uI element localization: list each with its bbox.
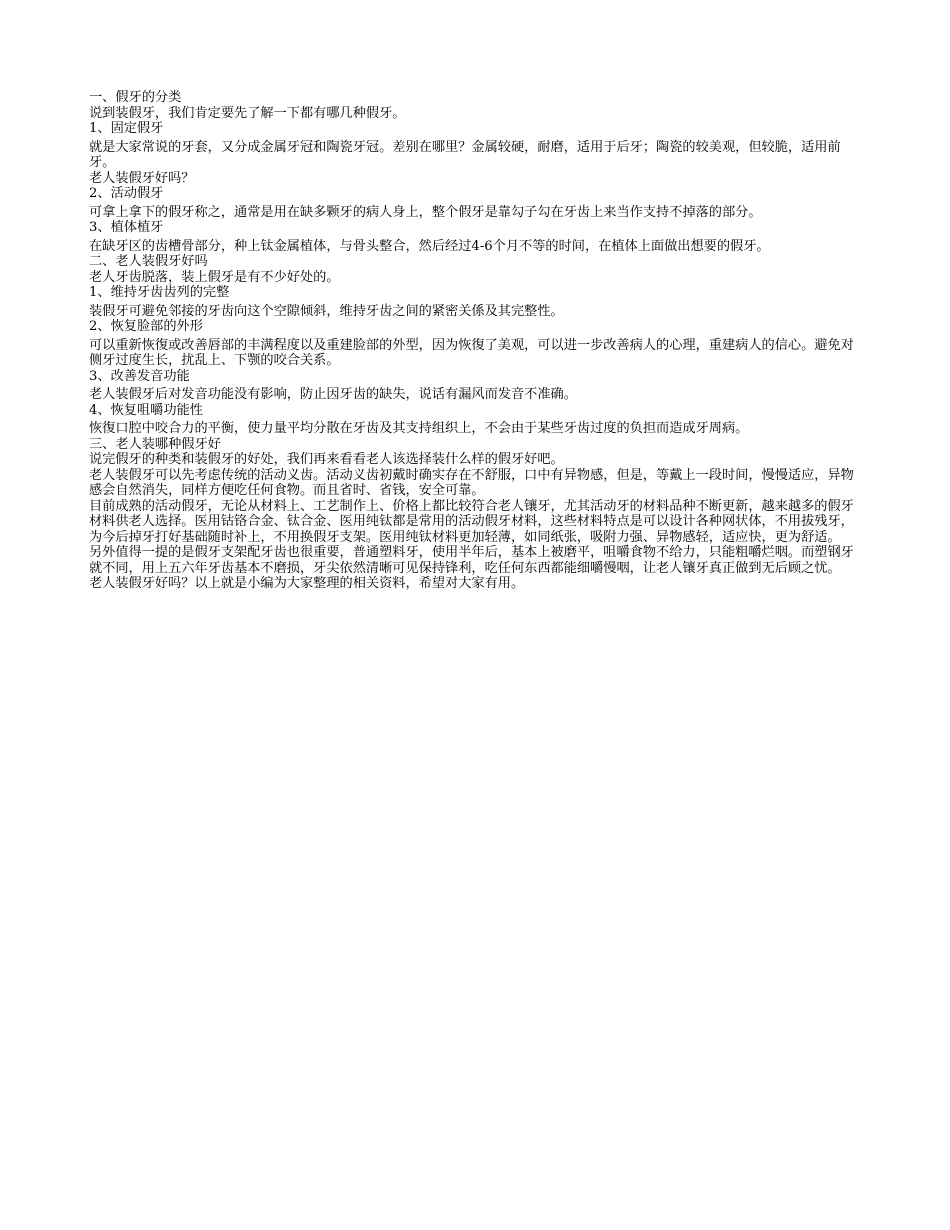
paragraph-conclusion: 老人装假牙好吗？以上就是小编为大家整理的相关资料，希望对大家有用。 <box>89 576 525 591</box>
paragraph-fixed-dentures: 就是大家常说的牙套，又分成金属牙冠和陶瓷牙冠。差别在哪里？金属较硬，耐磨，适用于后牙；陶瓷的较美观，但较脆，适用前牙。 <box>89 139 841 170</box>
subheading-fixed-dentures: 1、固定假牙 <box>89 121 164 136</box>
subheading-improve-pronunciation: 3、改善发音功能 <box>89 368 190 384</box>
paragraph-traditional-dentures: 老人装假牙可以先考虑传统的活动义齿。活动义齿初戴时确实存在不舒服，口中有异物感，但是，等戴上一段时间，慢慢适应，异物感会自然消失，同样方便吃任何食物。而且省时、省钱，安全可靠。 <box>89 467 854 498</box>
subheading-restore-face: 2、恢复脸部的外形 <box>89 319 203 334</box>
section-heading-2: 二、老人装假牙好吗 <box>89 254 208 269</box>
paragraph-intro: 说到装假牙，我们肯定要先了解一下都有哪几种假牙。 <box>89 105 406 121</box>
paragraph-removable-dentures: 可拿上拿下的假牙称之，通常是用在缺多颗牙的病人身上，整个假牙是靠勾子勾在牙齿上来当作支持不掉落的部分。 <box>89 204 762 220</box>
paragraph-restore-chewing: 恢復口腔中咬合力的平衡，使力量平均分散在牙齿及其支持组织上，不会由于某些牙齿过度的负担而造成牙周病。 <box>89 421 749 436</box>
subheading-implants: 3、植体植牙 <box>89 220 164 235</box>
paragraph-benefits-intro: 老人牙齿脱落，装上假牙是有不少好处的。 <box>89 269 340 285</box>
paragraph-modern-dentures: 目前成熟的活动假牙，无论从材料上、工艺制作上、价格上都比较符合老人镶牙，尤其活动牙的材料品种不断更新，越来越多的假牙材料供老人选择。医用钴铬合金、钛合金、医用纯钛都是常用的活动假牙材料，这些材料特点是可以设计各种网状体，不用拔残牙，为今后掉牙打好基础随时补上，不用换假牙支架。医用纯钛材料更加轻薄，如同纸张，吸附力强、异物感轻，适应快，更为舒适。 <box>89 498 854 545</box>
section-heading-1: 一、假牙的分类 <box>89 90 182 105</box>
document-body <box>89 90 865 592</box>
paragraph-choice-intro: 说完假牙的种类和装假牙的好处，我们再来看看老人该选择装什么样的假牙好吧。 <box>89 452 564 467</box>
subheading-removable-dentures: 2、活动假牙 <box>89 186 164 201</box>
paragraph-denture-teeth: 另外值得一提的是假牙支架配牙齿也很重要，普通塑料牙，使用半年后，基本上被磨平，咀嚼食物不给力，只能粗嚼烂咽。而塑钢牙就不同，用上五六年牙齿基本不磨损，牙尖依然清晰可见保持锋利，吃任何东西都能细嚼慢咽，让老人镶牙真正做到无后顾之忧。 <box>89 545 854 576</box>
paragraph-implants: 在缺牙区的齿槽骨部分，种上钛金属植体，与骨头整合，然后经过4-6个月不等的时间，在植体上面做出想要的假牙。 <box>89 238 770 254</box>
paragraph-restore-face: 可以重新恢復或改善唇部的丰满程度以及重建脸部的外型，因为恢復了美观，可以进一步改善病人的心理，重建病人的信心。避免对侧牙过度生长，扰乱上、下颚的咬合关系。 <box>89 337 854 368</box>
paragraph-maintain-dentition: 装假牙可避免邻接的牙齿向这个空隙倾斜，维持牙齿之间的紧密关係及其完整性。 <box>89 303 564 319</box>
subheading-maintain-dentition: 1、维持牙齿齿列的完整 <box>89 285 230 300</box>
section-heading-3: 三、老人装哪种假牙好 <box>89 436 221 452</box>
subheading-restore-chewing: 4、恢复咀嚼功能性 <box>89 402 203 418</box>
paragraph-question: 老人装假牙好吗？ <box>89 170 195 186</box>
paragraph-improve-pronunciation: 老人装假牙后对发音功能没有影响，防止因牙齿的缺失，说话有漏风而发音不准确。 <box>89 387 577 402</box>
